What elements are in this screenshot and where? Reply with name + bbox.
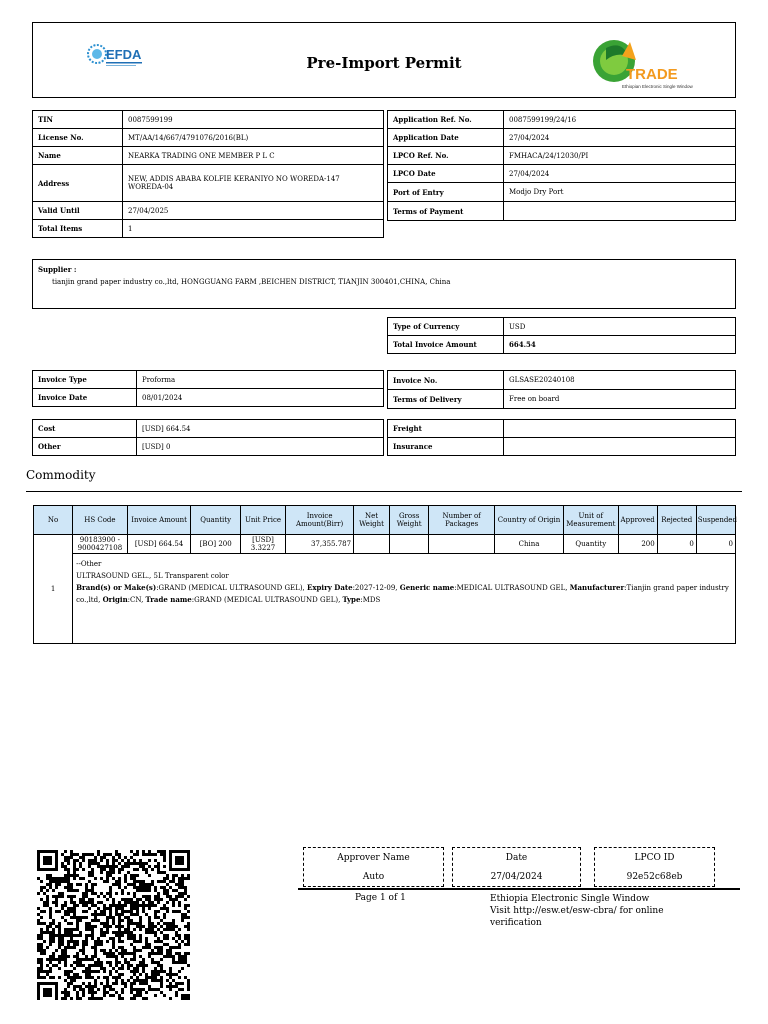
col-quantity: Quantity <box>191 506 240 535</box>
approver-box <box>303 847 444 887</box>
app-date-label: Application Date <box>388 129 504 147</box>
manufacturer-label: Manufacturer <box>569 583 625 592</box>
lpco-id-value: 92e52c68eb <box>626 872 683 882</box>
app-date-value: 27/04/2024 <box>504 129 736 147</box>
cost-value: [USD] 664.54 <box>137 420 384 438</box>
lpco-id-box <box>594 847 715 887</box>
col-gross-weight: Gross Weight <box>390 506 429 535</box>
cell-country: China <box>495 535 564 554</box>
desc-other: --Other <box>76 560 102 568</box>
costs-left-table <box>32 419 384 456</box>
invoice-right-table <box>387 370 736 409</box>
currency-type-value: USD <box>504 318 736 336</box>
etrade-logo-text: TRADE <box>626 66 678 83</box>
costs-right-table <box>387 419 736 456</box>
cell-approved: 200 <box>618 535 657 554</box>
etrade-logo <box>592 30 708 92</box>
tin-value: 0087599199 <box>123 111 384 129</box>
commodity-title: Commodity <box>26 468 96 482</box>
trade-label: Trade name <box>145 595 192 604</box>
col-invoice-amount-birr: Invoice Amount(Birr) <box>286 506 354 535</box>
total-items-value: 1 <box>123 220 384 238</box>
col-no: No <box>34 506 73 535</box>
esw-line3: verification <box>490 918 542 928</box>
invoice-left-table <box>32 370 384 407</box>
type-value: MDS <box>362 596 381 604</box>
origin-value: CN <box>130 596 142 604</box>
port-label: Port of Entry <box>388 183 504 202</box>
col-packages: Number of Packages <box>429 506 495 535</box>
port-value: Modjo Dry Port <box>504 183 736 202</box>
cell-unit: Quantity <box>564 535 619 554</box>
tin-label: TIN <box>33 111 123 129</box>
etrade-subtitle: Ethiopian Electronic Single Window <box>622 84 693 89</box>
trade-value: GRAND (MEDICAL ULTRASOUND GEL) <box>194 596 339 604</box>
cell-gross-weight <box>390 535 429 554</box>
cell-hs-code: 90183900 - 9000427108 <box>73 535 128 554</box>
desc-product: ULTRASOUND GEL., 5L Transparent color <box>76 572 229 580</box>
cell-invoice-amount-birr: 37,355.787 <box>286 535 354 554</box>
expiry-value: 2027-12-09 <box>354 584 396 592</box>
currency-type-label: Type of Currency <box>388 318 504 336</box>
lpco-ref-label: LPCO Ref. No. <box>388 147 504 165</box>
cost-label: Cost <box>33 420 137 438</box>
col-net-weight: Net Weight <box>354 506 390 535</box>
freight-label: Freight <box>388 420 504 438</box>
total-invoice-label: Total Invoice Amount <box>388 336 504 354</box>
invoice-type-value: Proforma <box>137 371 384 389</box>
col-invoice-amount: Invoice Amount <box>127 506 191 535</box>
commodity-description <box>73 554 736 644</box>
supplier-value: tianjin grand paper industry co.,ltd, HONGGUANG FARM ,BEICHEN DISTRICT, TIANJIN 300401,CHINA, China <box>52 278 451 286</box>
date-value: 27/04/2024 <box>490 872 543 882</box>
cell-suspended: 0 <box>696 535 735 554</box>
invoice-date-label: Invoice Date <box>33 389 137 407</box>
desc-details: Brand(s) or Make(s):GRAND (MEDICAL ULTRASOUND GEL), Expiry Date:2027-12-09, Generic name:MEDICAL ULTRASOUND GEL, Manufacturer:Tianjin grand paper industry co.,ltd, Origin:CN, Trade name:GRAND (MEDICAL ULTRASOUND GEL), Type:MDS <box>76 583 729 604</box>
col-country: Country of Origin <box>495 506 564 535</box>
applicant-table <box>32 110 384 238</box>
col-unit: Unit of Measurement <box>564 506 619 535</box>
table-row <box>34 535 736 554</box>
generic-value: MEDICAL ULTRASOUND GEL <box>456 584 566 592</box>
total-items-label: Total Items <box>33 220 123 238</box>
license-label: License No. <box>33 129 123 147</box>
cell-net-weight <box>354 535 390 554</box>
invoice-no-label: Invoice No. <box>388 371 504 390</box>
footer-divider <box>298 888 740 890</box>
generic-label: Generic name <box>399 583 455 592</box>
approver-value: Auto <box>362 872 385 882</box>
lpco-date-label: LPCO Date <box>388 165 504 183</box>
insurance-label: Insurance <box>388 438 504 456</box>
currency-table <box>387 317 736 354</box>
cell-quantity: [BO] 200 <box>191 535 240 554</box>
esw-line1: Ethiopia Electronic Single Window <box>490 894 650 904</box>
cell-rejected: 0 <box>657 535 696 554</box>
page-number: Page 1 of 1 <box>355 893 406 903</box>
address-value <box>123 165 384 202</box>
brand-label: Brand(s) or Make(s) <box>76 583 157 592</box>
type-label: Type <box>342 595 361 604</box>
cell-unit-price: [USD] 3.3227 <box>240 535 285 554</box>
manufacturer-value: Tianjin grand paper industry co.,ltd, <box>76 584 729 604</box>
total-invoice-value: 664.54 <box>504 336 736 354</box>
col-rejected: Rejected <box>657 506 696 535</box>
other-value: [USD] 0 <box>137 438 384 456</box>
esw-verification-note <box>490 893 730 929</box>
qr-code <box>36 850 190 1000</box>
name-label: Name <box>33 147 123 165</box>
payment-value <box>504 202 736 221</box>
license-value: MT/AA/14/667/4791076/2016(BL) <box>123 129 384 147</box>
lpco-ref-value: FMHACA/24/12030/PI <box>504 147 736 165</box>
payment-label: Terms of Payment <box>388 202 504 221</box>
delivery-value: Free on board <box>504 390 736 409</box>
supplier-label: Supplier : <box>38 265 77 274</box>
freight-value <box>504 420 736 438</box>
delivery-label: Terms of Delivery <box>388 390 504 409</box>
insurance-value <box>504 438 736 456</box>
commodity-table <box>33 505 736 644</box>
cell-packages <box>429 535 495 554</box>
page-title: Pre-Import Permit <box>306 54 462 72</box>
origin-label: Origin <box>102 595 128 604</box>
valid-until-value: 27/04/2025 <box>123 202 384 220</box>
col-suspended: Suspended <box>696 506 735 535</box>
lpco-id-label: LPCO ID <box>634 853 675 863</box>
valid-until-label: Valid Until <box>33 202 123 220</box>
lpco-date-value: 27/04/2024 <box>504 165 736 183</box>
address-label: Address <box>33 165 123 202</box>
invoice-date-value: 08/01/2024 <box>137 389 384 407</box>
name-value: NEARKA TRADING ONE MEMBER P L C <box>123 147 384 165</box>
col-unit-price: Unit Price <box>240 506 285 535</box>
other-label: Other <box>33 438 137 456</box>
expiry-label: Expiry Date <box>307 583 353 592</box>
date-box <box>452 847 581 887</box>
efda-logo-text: EFDA <box>106 47 142 62</box>
address-line2: WOREDA-04 <box>128 183 174 191</box>
cell-invoice-amount: [USD] 664.54 <box>127 535 191 554</box>
esw-line2: Visit http://esw.et/esw-cbra/ for online <box>490 906 664 916</box>
approver-label: Approver Name <box>337 853 410 863</box>
date-label: Date <box>505 853 528 863</box>
application-table <box>387 110 736 221</box>
commodity-divider <box>26 491 742 492</box>
app-ref-label: Application Ref. No. <box>388 111 504 129</box>
col-approved: Approved <box>618 506 657 535</box>
invoice-type-label: Invoice Type <box>33 371 137 389</box>
col-hs-code: HS Code <box>73 506 128 535</box>
invoice-no-value: GLSASE20240108 <box>504 371 736 390</box>
brand-value: GRAND (MEDICAL ULTRASOUND GEL) <box>158 584 303 592</box>
app-ref-value: 0087599199/24/16 <box>504 111 736 129</box>
address-line1: NEW, ADDIS ABABA KOLFIE KERANIYO NO WOREDA-147 <box>128 175 340 183</box>
cell-no: 1 <box>34 535 73 644</box>
